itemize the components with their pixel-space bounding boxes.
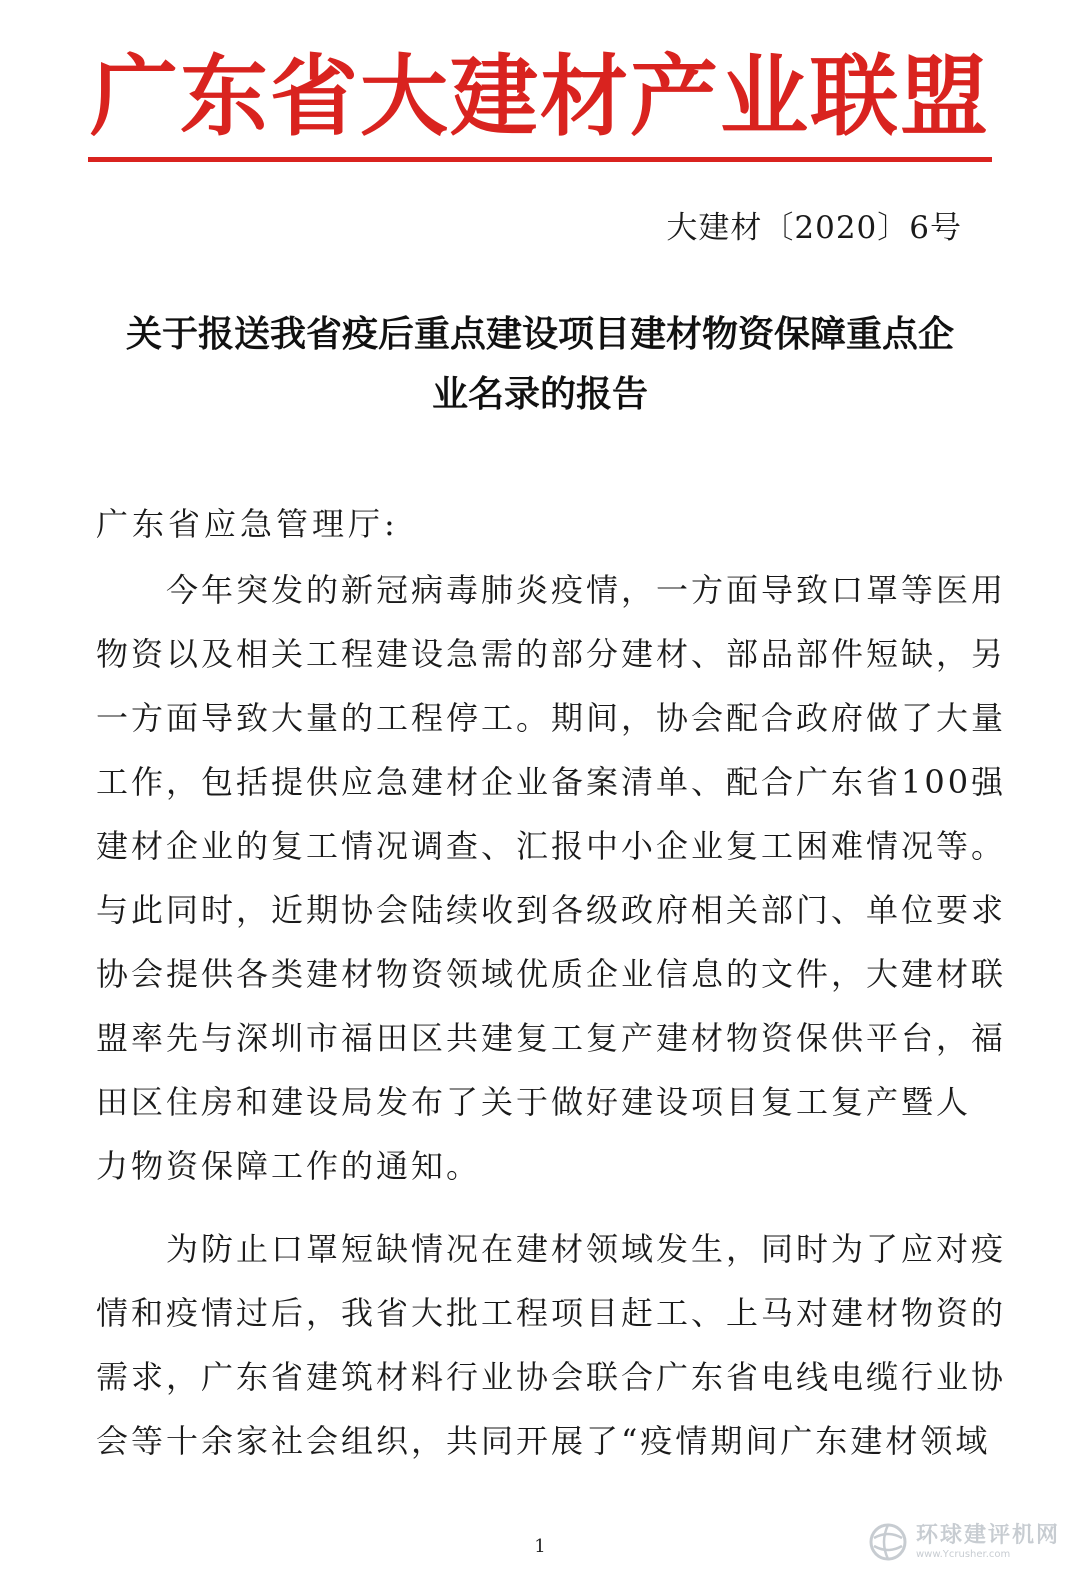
body-line: 田区住房和建设局发布了关于做好建设项目复工复产暨人 [96, 1083, 972, 1121]
watermark-name: 环球建评机网 [915, 1523, 1060, 1548]
salutation: 广东省应急管理厅: [96, 505, 399, 543]
body-line: 协会提供各类建材物资领域优质企业信息的文件，大建材联 [96, 955, 1007, 993]
watermark [868, 1518, 1060, 1566]
body-line: 工作，包括提供应急建材企业备案清单、配合广东省100强 [96, 763, 1007, 801]
body-line: 需求，广东省建筑材料行业协会联合广东省电线电缆行业协 [96, 1358, 1007, 1396]
body-line: 会等十余家社会组织，共同开展了“疫情期间广东建材领域 [96, 1422, 991, 1460]
watermark-url: www.Ycrusher.com [915, 1549, 1011, 1560]
body-line: 力物资保障工作的通知。 [96, 1147, 482, 1185]
body-line: 为防止口罩短缺情况在建材领域发生，同时为了应对疫 [96, 1230, 1007, 1268]
body-line: 情和疫情过后，我省大批工程项目赶工、上马对建材物资的 [96, 1294, 1007, 1332]
body-paragraph-1 [96, 558, 1007, 1198]
body-line: 建材企业的复工情况调查、汇报中小企业复工困难情况等。 [96, 827, 1007, 865]
document-title [92, 305, 988, 425]
body-line: 一方面导致大量的工程停工。期间，协会配合政府做了大量 [96, 699, 1007, 737]
body-line: 今年突发的新冠病毒肺炎疫情，一方面导致口罩等医用 [96, 571, 1007, 609]
letterhead-org-name: 广东省大建材产业联盟 [89, 45, 990, 148]
document-number: 大建材〔2020〕6号 [666, 210, 962, 246]
page-number: 1 [534, 1536, 546, 1557]
globe-logo-icon [868, 1522, 908, 1562]
letterhead-red-rule [88, 157, 992, 162]
body-line: 盟率先与深圳市福田区共建复工复产建材物资保供平台，福 [96, 1019, 1007, 1057]
body-line: 与此同时，近期协会陆续收到各级政府相关部门、单位要求 [96, 891, 1007, 929]
body-line: 物资以及相关工程建设急需的部分建材、部品部件短缺，另 [96, 635, 1007, 673]
document-title-line: 关于报送我省疫后重点建设项目建材物资保障重点企 [125, 314, 954, 355]
document-title-line: 业名录的报告 [431, 374, 648, 415]
body-paragraph-2 [96, 1217, 1007, 1473]
